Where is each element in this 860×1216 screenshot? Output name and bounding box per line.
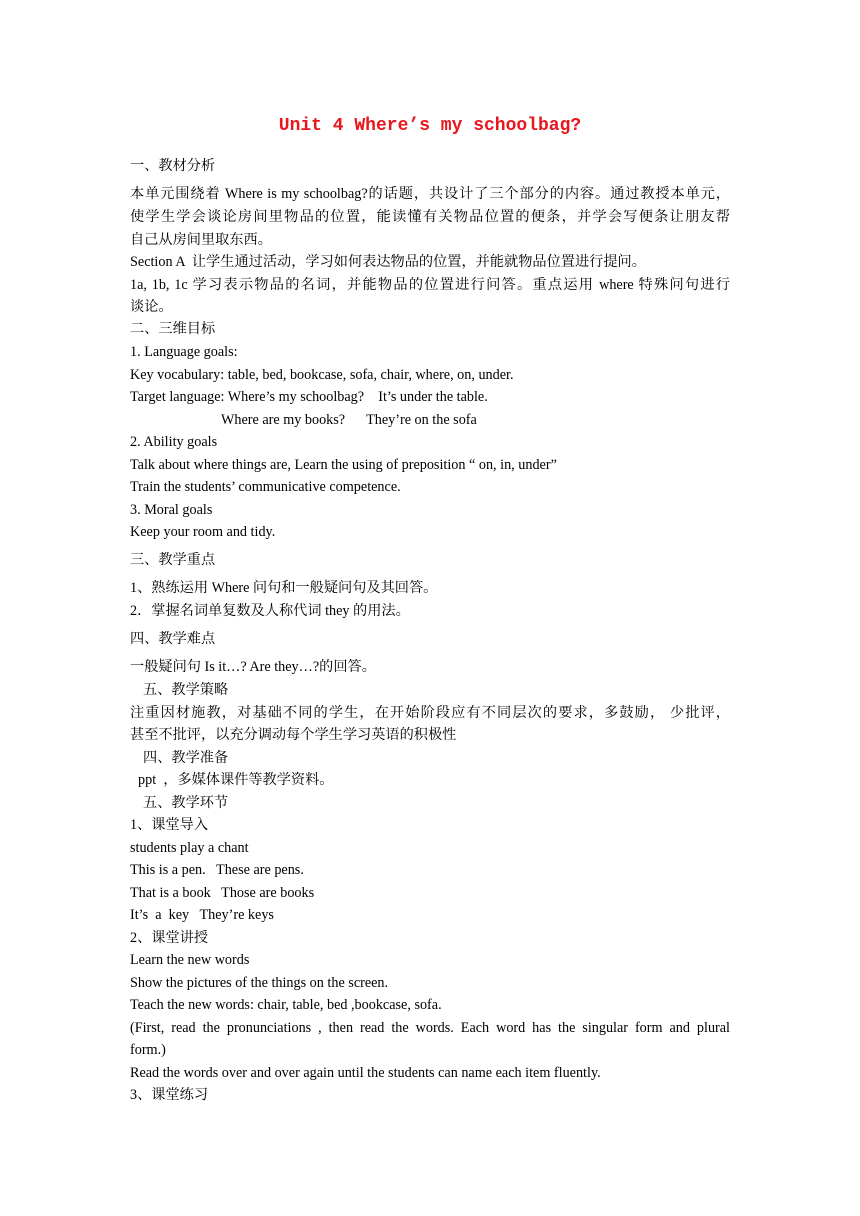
paragraph-line: (First, read the pronunciations , then read the words. Each word has the singular form and plural (130, 1020, 730, 1036)
section-heading-preparation: 四、教学准备 (143, 750, 229, 766)
text-line: Keep your room and tidy. (130, 524, 276, 540)
step-heading: 2、课堂讲授 (130, 930, 209, 946)
section-heading-goals: 二、三维目标 (130, 321, 216, 337)
text-line: Train the students’ communicative competence. (130, 479, 401, 495)
text-line: Key vocabulary: table, bed, bookcase, sofa, chair, where, on, under. (130, 367, 514, 383)
list-item: 1. Language goals: (130, 344, 238, 360)
section-heading-procedure: 五、教学环节 (143, 795, 229, 811)
list-item: 2. Ability goals (130, 434, 218, 450)
text-line: Read the words over and over again until the students can name each item fluently. (130, 1065, 601, 1081)
text-line-indented: Where are my books? They’re on the sofa (221, 412, 477, 428)
text-line: Teach the new words: chair, table, bed ,bookcase, sofa. (130, 997, 442, 1013)
section-heading-key-points: 三、教学重点 (130, 552, 216, 568)
text-line: 一般疑问句 Is it…? Are they…?的回答。 (130, 659, 376, 675)
section-heading-difficulties: 四、教学难点 (130, 631, 216, 647)
list-item: 1、熟练运用 Where 问句和一般疑问句及其回答。 (130, 580, 438, 596)
text-line: ppt ，多媒体课件等教学资料。 (138, 772, 334, 788)
text-line: It’s a key They’re keys (130, 907, 274, 923)
text-line: Show the pictures of the things on the screen. (130, 975, 389, 991)
paragraph-line: 本单元围绕着 Where is my schoolbag?的话题，共设计了三个部分的内容。通过教授本单元， (130, 186, 730, 202)
paragraph-line: 1a, 1b, 1c 学习表示物品的名词，并能物品的位置进行问答。重点运用 where 特殊问句进行 (130, 277, 730, 293)
section-heading-strategy: 五、教学策略 (143, 682, 229, 698)
text-line: Talk about where things are, Learn the using of preposition “ on, in, under” (130, 457, 557, 473)
list-item: 3. Moral goals (130, 502, 213, 518)
text-line: students play a chant (130, 840, 249, 856)
paragraph-line: 甚至不批评，以充分调动每个学生学习英语的积极性 (130, 727, 457, 743)
paragraph-line: 注重因材施教，对基础不同的学生，在开始阶段应有不同层次的要求，多鼓励， 少批评， (130, 705, 730, 721)
document-title: Unit 4 Where’s my schoolbag? (278, 116, 582, 136)
text-line: That is a book Those are books (130, 885, 315, 901)
paragraph-line: 使学生学会谈论房间里物品的位置，能读懂有关物品位置的便条，并学会写便条让朋友帮 (130, 209, 730, 225)
text-line: Target language: Where’s my schoolbag? It’s under the table. (130, 389, 488, 405)
step-heading: 3、课堂练习 (130, 1087, 209, 1103)
section-heading-textbook-analysis: 一、教材分析 (130, 158, 216, 174)
paragraph-line: form.) (130, 1042, 166, 1058)
step-heading: 1、课堂导入 (130, 817, 209, 833)
text-line: This is a pen. These are pens. (130, 862, 304, 878)
paragraph-line: 自己从房间里取东西。 (130, 232, 272, 248)
text-line: Learn the new words (130, 952, 250, 968)
paragraph-line: Section A 让学生通过活动，学习如何表达物品的位置，并能就物品位置进行提问。 (130, 254, 646, 270)
list-item: 2．掌握名词单复数及人称代词 they 的用法。 (130, 603, 410, 619)
paragraph-line: 谈论。 (130, 299, 173, 315)
